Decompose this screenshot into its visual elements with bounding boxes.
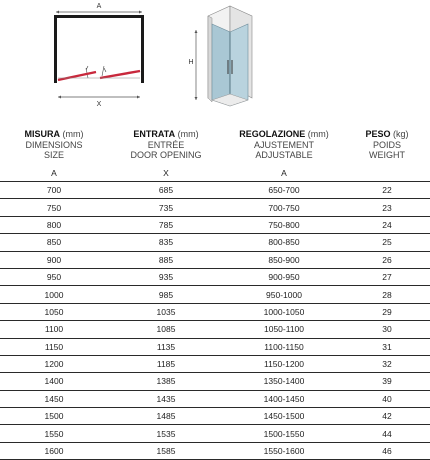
entrata-cell: 985 bbox=[108, 286, 224, 303]
table-row bbox=[0, 373, 430, 390]
table-row bbox=[0, 303, 430, 320]
regolazione-cell: 850-900 bbox=[224, 251, 344, 268]
regolazione-cell: 1400-1450 bbox=[224, 390, 344, 407]
entrata-cell: 685 bbox=[108, 182, 224, 199]
regolazione-cell: 1350-1400 bbox=[224, 373, 344, 390]
entrata-cell: 885 bbox=[108, 251, 224, 268]
regolazione-cell: 1150-1200 bbox=[224, 355, 344, 372]
table-row bbox=[0, 199, 430, 216]
peso-cell: 24 bbox=[344, 216, 430, 233]
table-row bbox=[0, 234, 430, 251]
peso-cell: 42 bbox=[344, 408, 430, 425]
misura-cell: 1050 bbox=[0, 303, 108, 320]
regolazione-cell: 750-800 bbox=[224, 216, 344, 233]
dimension-h-label: H bbox=[188, 59, 194, 66]
misura-cell: 700 bbox=[0, 182, 108, 199]
table-row bbox=[0, 182, 430, 199]
misura-cell: 1000 bbox=[0, 286, 108, 303]
letter-cell: A bbox=[0, 165, 108, 182]
misura-cell: 850 bbox=[0, 234, 108, 251]
peso-cell: 44 bbox=[344, 425, 430, 442]
letter-cell: X bbox=[108, 165, 224, 182]
glass-door-left bbox=[212, 24, 230, 106]
peso-cell: 23 bbox=[344, 199, 430, 216]
entrata-cell: 1385 bbox=[108, 373, 224, 390]
regolazione-cell: 950-1000 bbox=[224, 286, 344, 303]
peso-cell: 39 bbox=[344, 373, 430, 390]
peso-cell: 22 bbox=[344, 182, 430, 199]
regolazione-cell: 650-700 bbox=[224, 182, 344, 199]
entrata-cell: 1135 bbox=[108, 338, 224, 355]
misura-cell: 950 bbox=[0, 268, 108, 285]
regolazione-cell: 800-850 bbox=[224, 234, 344, 251]
misura-cell: 1600 bbox=[0, 442, 108, 459]
left-door-panel bbox=[58, 72, 96, 80]
entrata-cell: 735 bbox=[108, 199, 224, 216]
peso-cell: 29 bbox=[344, 303, 430, 320]
peso-cell: 27 bbox=[344, 268, 430, 285]
header-entrata: ENTRATA (mm) ENTRÉE DOOR OPENING bbox=[130, 129, 202, 160]
misura-cell: 1200 bbox=[0, 355, 108, 372]
table-letter-row bbox=[0, 165, 430, 182]
table-row bbox=[0, 321, 430, 338]
entrata-cell: 1485 bbox=[108, 408, 224, 425]
header-peso: PESO (kg) POIDS WEIGHT bbox=[365, 129, 409, 160]
regolazione-cell: 1550-1600 bbox=[224, 442, 344, 459]
table-row bbox=[0, 425, 430, 442]
right-door-panel bbox=[100, 71, 140, 78]
table-row bbox=[0, 408, 430, 425]
letter-cell bbox=[344, 165, 430, 182]
peso-cell: 40 bbox=[344, 390, 430, 407]
table-body bbox=[0, 182, 430, 460]
table-row bbox=[0, 251, 430, 268]
regolazione-cell: 1000-1050 bbox=[224, 303, 344, 320]
peso-cell: 26 bbox=[344, 251, 430, 268]
diagrams-area bbox=[0, 0, 430, 120]
misura-cell: 900 bbox=[0, 251, 108, 268]
table-header-row bbox=[0, 128, 430, 165]
table-row bbox=[0, 286, 430, 303]
entrata-cell: 835 bbox=[108, 234, 224, 251]
plan-view-diagram bbox=[50, 0, 150, 112]
header-regolazione: REGOLAZIONE (mm) AJUSTEMENT ADJUSTABLE bbox=[239, 129, 329, 160]
peso-cell: 46 bbox=[344, 442, 430, 459]
dimensions-table bbox=[0, 128, 430, 460]
misura-cell: 1500 bbox=[0, 408, 108, 425]
regolazione-cell: 700-750 bbox=[224, 199, 344, 216]
entrata-cell: 1585 bbox=[108, 442, 224, 459]
table-row bbox=[0, 338, 430, 355]
letter-cell: A bbox=[224, 165, 344, 182]
regolazione-cell: 1050-1100 bbox=[224, 321, 344, 338]
peso-cell: 25 bbox=[344, 234, 430, 251]
entrata-cell: 935 bbox=[108, 268, 224, 285]
entrata-cell: 1535 bbox=[108, 425, 224, 442]
header-misura: MISURA (mm) DIMENSIONS SIZE bbox=[24, 129, 84, 160]
table-row bbox=[0, 216, 430, 233]
entrata-cell: 1435 bbox=[108, 390, 224, 407]
misura-cell: 1150 bbox=[0, 338, 108, 355]
dimension-a-label: A bbox=[96, 3, 102, 10]
entrata-cell: 1185 bbox=[108, 355, 224, 372]
table-row bbox=[0, 268, 430, 285]
regolazione-cell: 1450-1500 bbox=[224, 408, 344, 425]
perspective-diagram bbox=[186, 2, 260, 112]
misura-cell: 1100 bbox=[0, 321, 108, 338]
entrata-cell: 1035 bbox=[108, 303, 224, 320]
misura-cell: 1550 bbox=[0, 425, 108, 442]
misura-cell: 1400 bbox=[0, 373, 108, 390]
peso-cell: 32 bbox=[344, 355, 430, 372]
entrata-cell: 785 bbox=[108, 216, 224, 233]
table-row bbox=[0, 355, 430, 372]
dimension-x-label: X bbox=[96, 101, 102, 108]
glass-door-right bbox=[230, 24, 248, 106]
peso-cell: 28 bbox=[344, 286, 430, 303]
regolazione-cell: 1100-1150 bbox=[224, 338, 344, 355]
misura-cell: 750 bbox=[0, 199, 108, 216]
peso-cell: 31 bbox=[344, 338, 430, 355]
regolazione-cell: 900-950 bbox=[224, 268, 344, 285]
regolazione-cell: 1500-1550 bbox=[224, 425, 344, 442]
entrata-cell: 1085 bbox=[108, 321, 224, 338]
peso-cell: 30 bbox=[344, 321, 430, 338]
misura-cell: 800 bbox=[0, 216, 108, 233]
table-row bbox=[0, 390, 430, 407]
table-row bbox=[0, 442, 430, 459]
misura-cell: 1450 bbox=[0, 390, 108, 407]
